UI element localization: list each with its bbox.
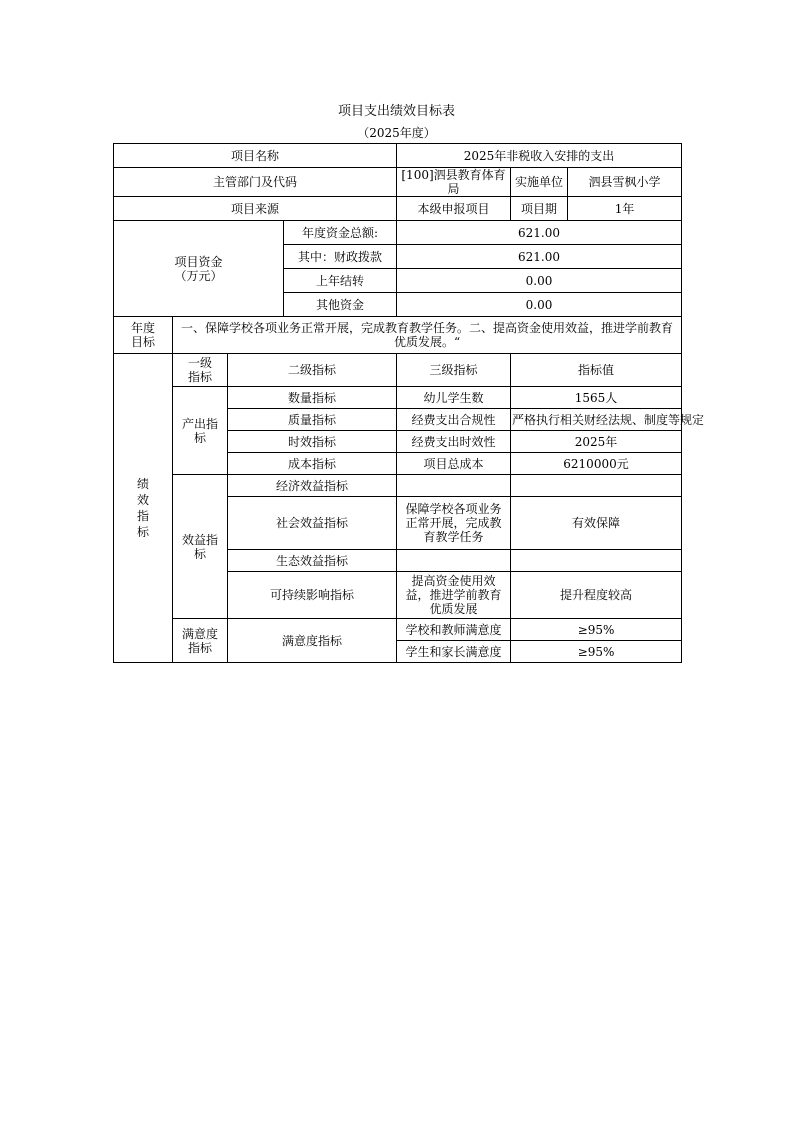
output-label <box>173 387 228 475</box>
output-value-2: 严格执行相关财经法规、制度等规定 <box>511 409 682 431</box>
table-row <box>114 475 682 497</box>
impl-value: 泗县雪枫小学 <box>568 168 682 197</box>
goal-label <box>114 317 173 354</box>
benefit-value-4: 提升程度较高 <box>511 572 682 619</box>
indicator-group-label-text: 绩效指标 <box>136 477 149 539</box>
row-fund-total <box>114 221 682 245</box>
header-level2: 二级指标 <box>228 354 397 387</box>
row-indicator-header <box>114 354 682 387</box>
goal-label-line1: 年度 <box>130 321 155 335</box>
benefit-value-1 <box>511 475 682 497</box>
output-level2-3: 时效指标 <box>228 431 397 453</box>
performance-table <box>113 143 705 663</box>
output-level3-4: 项目总成本 <box>397 453 511 475</box>
output-label-text: 产出指标 <box>181 416 218 445</box>
benefit-level3-2: 保障学校各项业务正常开展，完成教育教学任务 <box>397 497 511 550</box>
row-dept <box>114 168 682 197</box>
output-level2-1: 数量指标 <box>228 387 397 409</box>
satisfaction-value-1: ≥95% <box>511 619 682 641</box>
page-subtitle: （2025年度） <box>357 126 436 140</box>
benefit-value-3 <box>511 550 682 572</box>
row-source <box>114 197 682 221</box>
fund-total-label: 年度资金总额: <box>284 221 397 245</box>
header-value: 指标值 <box>511 354 682 387</box>
funds-unit-text: （万元） <box>174 268 223 283</box>
benefit-level3-1 <box>397 475 511 497</box>
row-goal <box>114 317 682 354</box>
header-level1-text: 一级指标 <box>187 356 212 384</box>
output-level2-4: 成本指标 <box>228 453 397 475</box>
satisfaction-label-text: 满意度指标 <box>181 626 218 655</box>
funds-label-text: 项目资金 <box>174 254 223 269</box>
project-name-value: 2025年非税收入安排的支出 <box>397 144 682 168</box>
source-label: 项目来源 <box>114 197 397 221</box>
benefit-value-2: 有效保障 <box>511 497 682 550</box>
output-level3-1: 幼儿学生数 <box>397 387 511 409</box>
output-level2-2: 质量指标 <box>228 409 397 431</box>
satisfaction-level2: 满意度指标 <box>228 619 397 663</box>
satisfaction-level3-2: 学生和家长满意度 <box>397 641 511 663</box>
table-row <box>114 387 682 409</box>
header-level3: 三级指标 <box>397 354 511 387</box>
dept-value: [100]泗县教育体育局 <box>397 168 511 197</box>
table-row <box>114 619 682 641</box>
benefit-label-text: 效益指标 <box>181 532 218 561</box>
benefit-label <box>173 475 228 619</box>
output-level3-3: 经费支出时效性 <box>397 431 511 453</box>
output-value-3: 2025年 <box>511 431 682 453</box>
fund-fiscal-label: 其中：财政拨款 <box>284 245 397 269</box>
fund-fiscal-value: 621.00 <box>397 245 682 269</box>
page-title: 项目支出绩效目标表 <box>337 104 455 119</box>
dept-label: 主管部门及代码 <box>114 168 397 197</box>
impl-label: 实施单位 <box>511 168 568 197</box>
fund-carryover-label: 上年结转 <box>284 269 397 293</box>
header-level1 <box>173 354 228 387</box>
period-value: 1年 <box>568 197 682 221</box>
fund-total-value: 621.00 <box>397 221 682 245</box>
output-value-4: 6210000元 <box>511 453 682 475</box>
goal-label-line2: 目标 <box>130 335 155 349</box>
output-level3-2: 经费支出合规性 <box>397 409 511 431</box>
satisfaction-value-2: ≥95% <box>511 641 682 663</box>
benefit-level2-4: 可持续影响指标 <box>228 572 397 619</box>
benefit-level2-3: 生态效益指标 <box>228 550 397 572</box>
satisfaction-label <box>173 619 228 663</box>
indicator-group-label <box>114 354 173 663</box>
funds-label <box>114 221 284 317</box>
benefit-level2-1: 经济效益指标 <box>228 475 397 497</box>
benefit-level3-4: 提高资金使用效益，推进学前教育优质发展 <box>397 572 511 619</box>
fund-other-label: 其他资金 <box>284 293 397 317</box>
source-value: 本级申报项目 <box>397 197 511 221</box>
goal-text: 一、保障学校各项业务正常开展，完成教育教学任务。二、提高资金使用效益，推进学前教育优质发展。“ <box>173 317 682 354</box>
satisfaction-level3-1: 学校和教师满意度 <box>397 619 511 641</box>
fund-carryover-value: 0.00 <box>397 269 682 293</box>
output-value-1: 1565人 <box>511 387 682 409</box>
project-name-label: 项目名称 <box>114 144 397 168</box>
period-label: 项目期 <box>511 197 568 221</box>
benefit-level2-2: 社会效益指标 <box>228 497 397 550</box>
row-project-name <box>114 144 682 168</box>
fund-other-value: 0.00 <box>397 293 682 317</box>
benefit-level3-3 <box>397 550 511 572</box>
